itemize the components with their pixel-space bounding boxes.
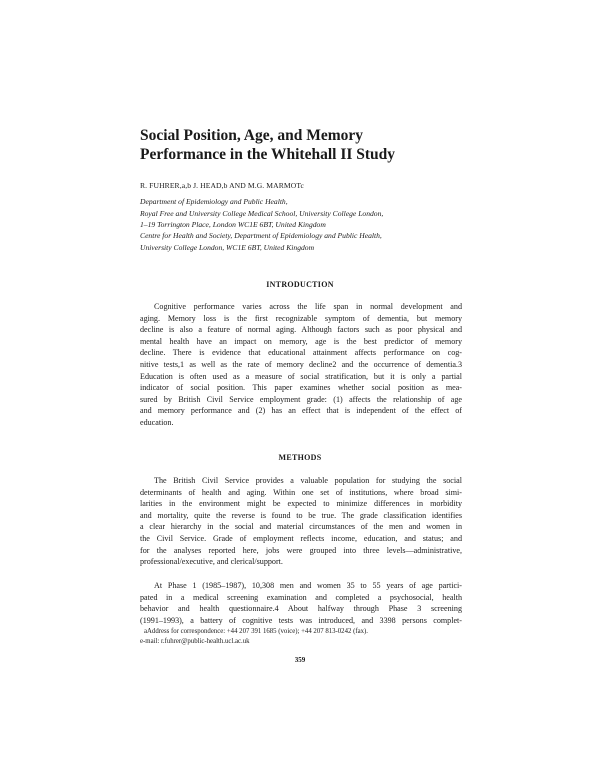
- affiliation-line: 1–19 Torrington Place, London WC1E 6BT, United Kingdom: [140, 220, 326, 229]
- footnote-line: aAddress for correspondence: +44 207 391 1685 (voice); +44 207 813-0242 (fax).: [144, 628, 368, 635]
- affiliation-line: University College London, WC1E 6BT, United Kingdom: [140, 242, 315, 252]
- section-heading-methods: METHODS: [278, 453, 322, 462]
- text-line: aging. Memory loss is the first recognizable symptom of dementia, but memory: [140, 313, 462, 323]
- text-line: sured by British Civil Service employment grade: (1) affects the relationship of age: [140, 394, 462, 404]
- methods-paragraph: [140, 580, 462, 626]
- page-number: 359: [294, 656, 306, 664]
- introduction-paragraph: [140, 301, 462, 429]
- text-line: (1991–1993), a battery of cognitive tests was introduced, and 3398 persons complet-: [140, 615, 462, 625]
- text-line: At Phase 1 (1985–1987), 10,308 men and women 35 to 55 years of age partici-: [154, 581, 462, 590]
- text-line: for the analyses reported here, jobs were grouped into three levels—administrative,: [140, 545, 462, 555]
- text-line: pated in a medical screening examination and completed a psychosocial, health: [140, 592, 462, 602]
- section-heading-introduction: INTRODUCTION: [266, 280, 334, 289]
- affiliation-line: Royal Free and University College Medical School, University College London,: [140, 208, 384, 218]
- text-line: Cognitive performance varies across the life span in normal development and: [154, 302, 462, 311]
- text-line: and memory performance and (2) has an effect that is independent of the effect of: [140, 406, 462, 416]
- text-line: indicator of social position. This paper examines whether social position as mea-: [140, 383, 462, 393]
- title-line: Performance in the Whitehall II Study: [140, 146, 396, 163]
- text-line: decline. There is evidence that educational attainment affects performance on cog-: [140, 348, 462, 358]
- affiliation: [140, 230, 470, 253]
- text-line: nitive tests,1 as well as the rate of memory decline2 and the occurrence of dementia.3: [140, 359, 462, 369]
- affiliation-line: Department of Epidemiology and Public Health,: [140, 197, 288, 206]
- text-line: The British Civil Service provides a valuable population for studying the social: [154, 476, 462, 485]
- affiliation-line: Centre for Health and Society, Department of Epidemiology and Public Health,: [140, 231, 382, 240]
- methods-paragraph: [140, 475, 462, 568]
- text-line: a clear hierarchy in the social and material circumstances of the men and women in: [140, 522, 462, 532]
- text-line: determinants of health and aging. Within one set of institutions, where broad simi-: [140, 487, 462, 497]
- text-line: the Civil Service. Grade of employment reflects income, education, and status; and: [140, 533, 462, 543]
- footnote-line: e-mail: r.fuhrer@public-health.ucl.ac.uk: [140, 637, 250, 645]
- text-line: education.: [140, 417, 174, 427]
- text-line: Education is often used as a measure of social stratification, but it is only a partial: [140, 371, 462, 381]
- text-line: and mortality, quite the reverse is found to be true. The grade classification identifies: [140, 510, 462, 520]
- text-line: larities in the environment might be expected to minimize differences in morbidity: [140, 499, 462, 509]
- text-line: mental health have an impact on memory, age is the best predictor of memory: [140, 336, 462, 346]
- text-line: decline is also a feature of normal aging. Although factors such as poor physical and: [140, 325, 462, 335]
- text-line: behavior and health questionnaire.4 About halfway through Phase 3 screening: [140, 604, 462, 614]
- title-line: Social Position, Age, and Memory: [140, 127, 364, 144]
- article-title: [140, 126, 470, 164]
- footnote: [140, 627, 470, 646]
- text-line: professional/executive, and clerical/support.: [140, 557, 283, 567]
- affiliation: [140, 196, 470, 231]
- author-list: R. FUHRER,a,b J. HEAD,b AND M.G. MARMOTc: [140, 181, 304, 190]
